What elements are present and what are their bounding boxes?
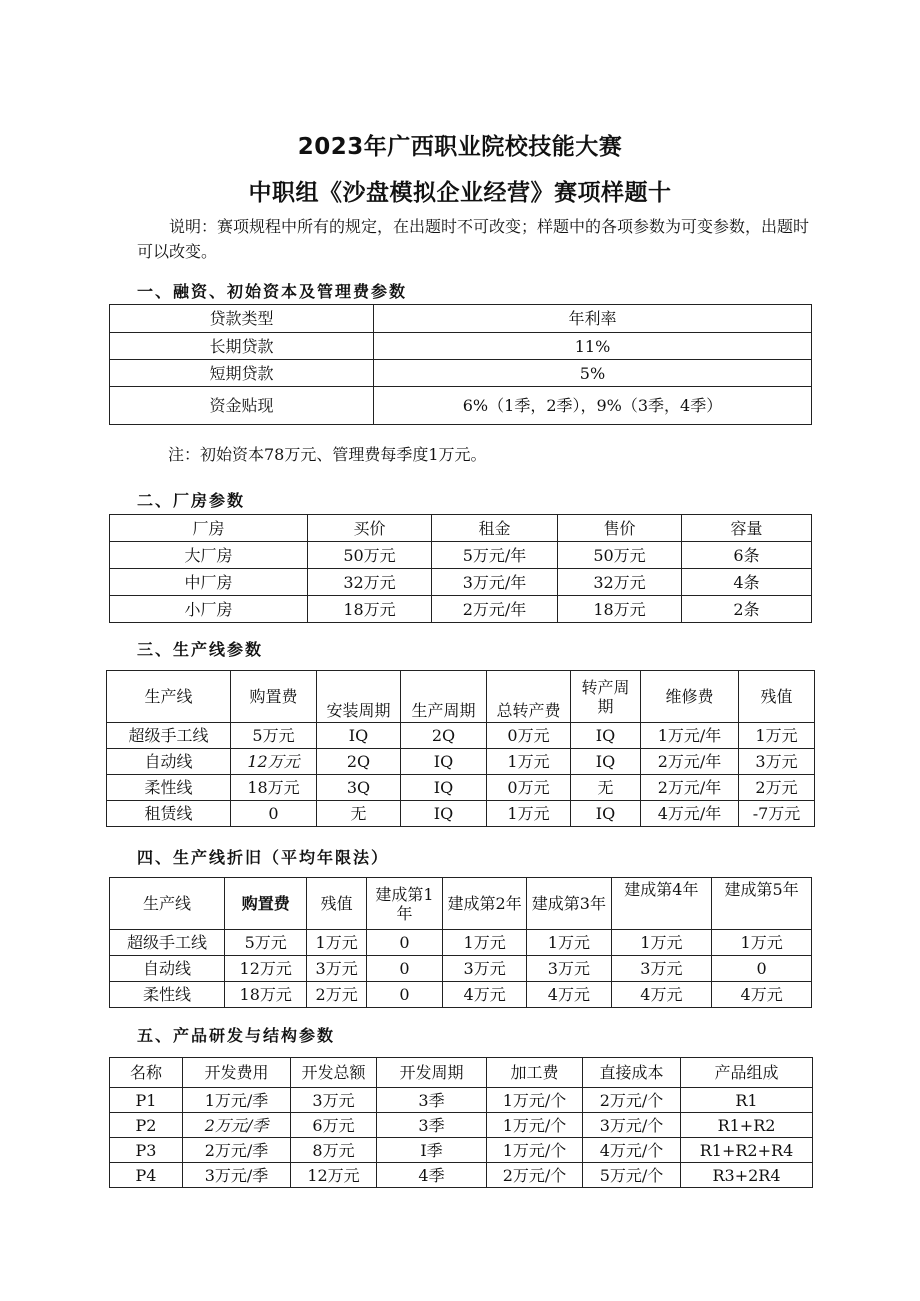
product-table: [109, 1057, 813, 1188]
table-cell: 5万元/个: [583, 1163, 681, 1188]
table-cell: 3万元/个: [583, 1113, 681, 1138]
table-cell: 50万元: [308, 542, 432, 569]
table-cell: P4: [110, 1163, 183, 1188]
header-cell: 建成第2年: [442, 878, 526, 930]
table-cell: 4条: [682, 569, 812, 596]
table-row: [110, 956, 812, 982]
table-cell: 5万元: [231, 723, 317, 749]
header-cell: 生产线: [110, 878, 225, 930]
table-cell: 12万元: [225, 956, 307, 982]
table-cell: 超级手工线: [107, 723, 231, 749]
table-cell: 大厂房: [110, 542, 308, 569]
production-line-table: [106, 670, 815, 827]
section4-heading: 四、生产线折旧（平均年限法）: [137, 848, 390, 867]
table-cell: 6%（1季，2季），9%（3季，4季）: [374, 387, 812, 425]
table-cell: 5万元/年: [432, 542, 558, 569]
table-cell: 1万元/季: [183, 1088, 291, 1113]
table-cell: 长期贷款: [110, 333, 374, 360]
table-cell: 2万元/季: [183, 1138, 291, 1163]
table-cell: 小厂房: [110, 596, 308, 623]
factory-table: [109, 514, 812, 623]
table-cell: 2万元/个: [583, 1088, 681, 1113]
table-row: [110, 569, 812, 596]
table-cell: 3季: [377, 1113, 487, 1138]
section5-heading: 五、产品研发与结构参数: [137, 1026, 336, 1045]
table-cell: IQ: [401, 749, 487, 775]
header-cell: 建成第5年: [712, 878, 812, 930]
table-cell: 3万元: [307, 956, 367, 982]
header-cell: 开发总额: [291, 1058, 377, 1088]
table-header-row: [110, 1058, 813, 1088]
table-row: [110, 1163, 813, 1188]
table-cell: 2万元/年: [641, 775, 739, 801]
document-title: 2023年广西职业院校技能大赛: [297, 134, 623, 160]
table-cell: 1万元: [487, 801, 571, 827]
section2-heading: 二、厂房参数: [137, 491, 246, 510]
table-cell: 0: [366, 982, 442, 1008]
table-cell: 3万元: [739, 749, 815, 775]
table-cell: 2万元/季: [183, 1113, 291, 1138]
header-cell: 买价: [308, 515, 432, 542]
table-cell: IQ: [571, 723, 641, 749]
table-cell: 1万元/个: [487, 1088, 583, 1113]
table-cell: 4万元: [611, 982, 712, 1008]
header-cell: 直接成本: [583, 1058, 681, 1088]
header-cell: 厂房: [110, 515, 308, 542]
header-cell: 安装周期: [317, 671, 401, 723]
table-cell: 超级手工线: [110, 930, 225, 956]
table-cell: 1万元/个: [487, 1113, 583, 1138]
header-cell: 开发周期: [377, 1058, 487, 1088]
table-cell: 无: [317, 801, 401, 827]
loan-table: [109, 304, 812, 425]
table-cell: 3季: [377, 1088, 487, 1113]
table-cell: 2万元/个: [487, 1163, 583, 1188]
table-cell: 0万元: [487, 723, 571, 749]
table-cell: 12万元: [231, 749, 317, 775]
header-cell: 产品组成: [681, 1058, 813, 1088]
table-cell: R1: [681, 1088, 813, 1113]
table-cell: 2Q: [317, 749, 401, 775]
table-cell: 0: [231, 801, 317, 827]
table-cell: 3万元: [442, 956, 526, 982]
table-cell: 柔性线: [110, 982, 225, 1008]
header-cell: 购置费: [225, 878, 307, 930]
table-cell: 18万元: [308, 596, 432, 623]
table-cell: R3+2R4: [681, 1163, 813, 1188]
table-cell: R1+R2+R4: [681, 1138, 813, 1163]
table-row: [110, 1088, 813, 1113]
table-cell: IQ: [317, 723, 401, 749]
table-cell: 资金贴现: [110, 387, 374, 425]
table-cell: 2万元: [307, 982, 367, 1008]
header-cell: 购置费: [231, 671, 317, 723]
table-cell: IQ: [571, 801, 641, 827]
table-cell: P1: [110, 1088, 183, 1113]
table-cell: R1+R2: [681, 1113, 813, 1138]
table-cell: 0: [366, 956, 442, 982]
table-row: [110, 333, 812, 360]
table-cell: 5万元: [225, 930, 307, 956]
table-row: [110, 542, 812, 569]
table-header-row: [110, 515, 812, 542]
capital-note: 注：初始资本78万元、管理费每季度1万元。: [168, 445, 487, 464]
header-cell: 残值: [307, 878, 367, 930]
table-cell: 柔性线: [107, 775, 231, 801]
table-cell: 自动线: [107, 749, 231, 775]
table-header-row: [110, 305, 812, 333]
table-cell: 4万元: [527, 982, 611, 1008]
table-cell: 18万元: [225, 982, 307, 1008]
table-row: [110, 1138, 813, 1163]
header-cell: 容量: [682, 515, 812, 542]
table-cell: 2条: [682, 596, 812, 623]
table-cell: 3Q: [317, 775, 401, 801]
table-row: [110, 387, 812, 425]
header-cell: 总转产费: [487, 671, 571, 723]
header-cell: 生产周期: [401, 671, 487, 723]
header-cell: 生产线: [107, 671, 231, 723]
table-cell: 4万元: [712, 982, 812, 1008]
header-cell: 残值: [739, 671, 815, 723]
table-cell: I季: [377, 1138, 487, 1163]
table-cell: 3万元: [291, 1088, 377, 1113]
table-cell: -7万元: [739, 801, 815, 827]
table-cell: 32万元: [558, 569, 682, 596]
table-row: [110, 930, 812, 956]
document-subtitle: 中职组《沙盘模拟企业经营》赛项样题十: [248, 180, 672, 206]
table-cell: 2万元: [739, 775, 815, 801]
table-cell: 2万元/年: [641, 749, 739, 775]
table-cell: 1万元: [739, 723, 815, 749]
table-cell: 租赁线: [107, 801, 231, 827]
table-cell: 3万元/年: [432, 569, 558, 596]
table-cell: 4万元: [442, 982, 526, 1008]
header-cell: 开发费用: [183, 1058, 291, 1088]
table-cell: 4万元/个: [583, 1138, 681, 1163]
header-cell: 建成第3年: [527, 878, 611, 930]
table-cell: 3万元/季: [183, 1163, 291, 1188]
table-cell: 4万元/年: [641, 801, 739, 827]
header-cell: 建成第1年: [366, 878, 442, 930]
table-cell: 1万元: [307, 930, 367, 956]
table-row: [107, 749, 815, 775]
table-row: [110, 1113, 813, 1138]
table-cell: 6条: [682, 542, 812, 569]
table-row: [110, 360, 812, 387]
table-row: [107, 775, 815, 801]
table-cell: 1万元: [611, 930, 712, 956]
table-cell: 8万元: [291, 1138, 377, 1163]
table-cell: 32万元: [308, 569, 432, 596]
table-cell: IQ: [401, 801, 487, 827]
table-cell: P3: [110, 1138, 183, 1163]
header-cell: 售价: [558, 515, 682, 542]
header-cell: 年利率: [374, 305, 812, 333]
table-cell: 6万元: [291, 1113, 377, 1138]
header-cell: 租金: [432, 515, 558, 542]
section1-heading: 一、融资、初始资本及管理费参数: [137, 282, 408, 301]
table-cell: 3万元: [611, 956, 712, 982]
table-cell: 50万元: [558, 542, 682, 569]
table-cell: 12万元: [291, 1163, 377, 1188]
table-cell: 1万元: [487, 749, 571, 775]
table-cell: 1万元/年: [641, 723, 739, 749]
table-cell: 18万元: [231, 775, 317, 801]
table-cell: 短期贷款: [110, 360, 374, 387]
table-cell: 中厂房: [110, 569, 308, 596]
header-cell: 转产周期: [571, 671, 641, 723]
table-cell: IQ: [571, 749, 641, 775]
table-row: [110, 982, 812, 1008]
table-cell: 1万元/个: [487, 1138, 583, 1163]
table-cell: 0万元: [487, 775, 571, 801]
header-cell: 维修费: [641, 671, 739, 723]
header-cell: 加工费: [487, 1058, 583, 1088]
intro-paragraph: 说明：赛项规程中所有的规定，在出题时不可改变；样题中的各项参数为可变参数，出题时可以改变。: [137, 217, 810, 261]
table-cell: 0: [712, 956, 812, 982]
table-header-row: [107, 671, 815, 723]
table-cell: 2Q: [401, 723, 487, 749]
table-cell: 11%: [374, 333, 812, 360]
table-cell: 18万元: [558, 596, 682, 623]
table-cell: 1万元: [442, 930, 526, 956]
header-cell: 建成第4年: [611, 878, 712, 930]
table-cell: 0: [366, 930, 442, 956]
table-cell: 2万元/年: [432, 596, 558, 623]
header-cell: 名称: [110, 1058, 183, 1088]
table-cell: 自动线: [110, 956, 225, 982]
table-cell: IQ: [401, 775, 487, 801]
table-row: [110, 596, 812, 623]
depreciation-table: [109, 877, 812, 1008]
section3-heading: 三、生产线参数: [137, 640, 264, 659]
table-cell: 1万元: [712, 930, 812, 956]
table-header-row: [110, 878, 812, 930]
header-cell: 贷款类型: [110, 305, 374, 333]
table-cell: 3万元: [527, 956, 611, 982]
table-cell: 5%: [374, 360, 812, 387]
table-cell: 1万元: [527, 930, 611, 956]
table-row: [107, 723, 815, 749]
table-cell: 无: [571, 775, 641, 801]
table-row: [107, 801, 815, 827]
table-cell: P2: [110, 1113, 183, 1138]
table-cell: 4季: [377, 1163, 487, 1188]
